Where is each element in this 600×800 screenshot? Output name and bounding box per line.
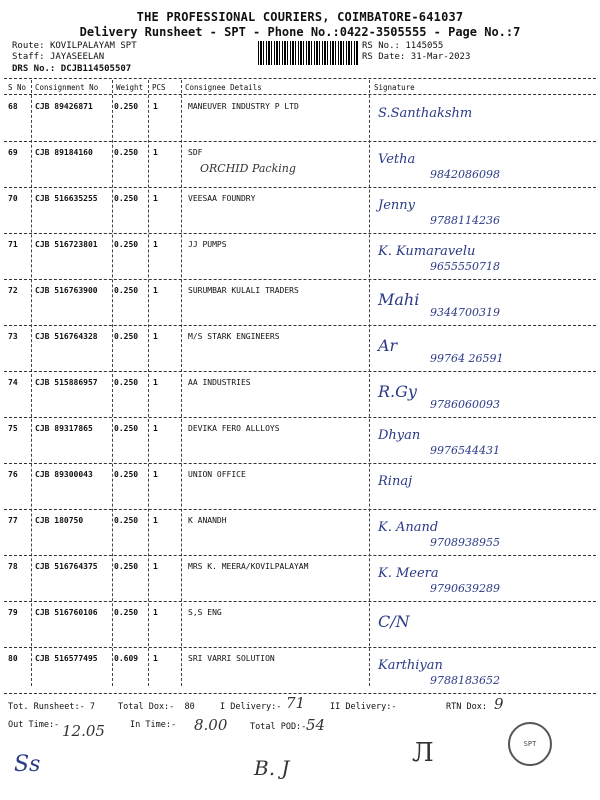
row-sno: 79: [8, 608, 18, 617]
row-pcs: 1: [153, 102, 158, 111]
row-consignee: S,S ENG: [188, 608, 222, 617]
row-consignee-note: ORCHID Packing: [200, 162, 296, 175]
signature-right: Л: [412, 738, 434, 768]
row-signature: S.Santhakshm: [378, 106, 473, 121]
row-consignment-no: CJB 516763900: [35, 286, 98, 295]
col-signature: Signature: [374, 83, 415, 92]
signature-left: Ss: [14, 752, 41, 777]
table-row: [0, 556, 600, 602]
rs-no-value: 1145055: [405, 41, 444, 51]
row-pcs: 1: [153, 424, 158, 433]
row-weight: 0.250: [114, 608, 139, 617]
row-sno: 70: [8, 194, 18, 203]
row-weight: 0.250: [114, 332, 139, 341]
row-consignment-no: CJB 516764375: [35, 562, 98, 571]
out-time: Out Time:-: [8, 720, 60, 730]
row-sno: 76: [8, 470, 18, 479]
office-stamp: SPT: [508, 722, 552, 766]
row-signature: Karthiyan: [378, 658, 443, 673]
row-phone: 9976544431: [430, 444, 500, 457]
row-pcs: 1: [153, 608, 158, 617]
row-weight: 0.250: [114, 378, 139, 387]
row-weight: 0.250: [114, 240, 139, 249]
in-time-value: 8.00: [194, 716, 228, 734]
drs-line: DRS No.: DCJB114505507: [12, 64, 132, 74]
row-sno: 75: [8, 424, 18, 433]
company-title: THE PROFESSIONAL COURIERS, COIMBATORE-641037: [136, 10, 464, 24]
row-sno: 69: [8, 148, 18, 157]
table-row: [0, 418, 600, 464]
staff-line: Staff: JAYASEELAN: [12, 52, 105, 62]
row-pcs: 1: [153, 332, 158, 341]
row-sno: 73: [8, 332, 18, 341]
row-weight: 0.250: [114, 470, 139, 479]
row-consignment-no: CJB 89426871: [35, 102, 93, 111]
tot-runsheet: Tot. Runsheet:- 7: [8, 702, 96, 712]
row-weight: 0.250: [114, 424, 139, 433]
table-row: [0, 234, 600, 280]
col-consignment: Consignment No: [35, 83, 99, 92]
runsheet-subtitle: Delivery Runsheet - SPT - Phone No.:0422-3505555 - Page No.:7: [79, 25, 521, 39]
col-sno: S No: [8, 83, 27, 92]
row-sno: 68: [8, 102, 18, 111]
table-row: [0, 280, 600, 326]
table-header-rule: [4, 94, 596, 95]
route-line: Route: KOVILPALAYAM SPT: [12, 41, 137, 51]
row-consignment-no: CJB 180750: [35, 516, 84, 525]
row-pcs: 1: [153, 286, 158, 295]
table-row: [0, 602, 600, 648]
table-row: [0, 326, 600, 372]
row-sno: 72: [8, 286, 18, 295]
row-weight: 0.250: [114, 102, 139, 111]
route-value: KOVILPALAYAM SPT: [49, 41, 137, 51]
row-signature: Dhyan: [378, 428, 421, 443]
row-signature: Rinaj: [378, 474, 413, 489]
row-signature: C/N: [378, 612, 410, 631]
row-phone: 9708938955: [430, 536, 500, 549]
row-phone: 99764 26591: [430, 352, 504, 365]
row-consignee: VEESAA FOUNDRY: [188, 194, 256, 203]
rs-date-value: 31-Mar-2023: [410, 52, 471, 62]
row-phone: 9786060093: [430, 398, 500, 411]
out-time-value: 12.05: [62, 722, 105, 740]
rtn-dox-value: 9: [494, 695, 504, 713]
row-consignee: MANEUVER INDUSTRY P LTD: [188, 102, 299, 111]
rs-date-line: RS Date: 31-Mar-2023: [362, 52, 471, 62]
row-consignee: SDF: [188, 148, 203, 157]
row-phone: 9655550718: [430, 260, 500, 273]
table-top-rule: [4, 78, 596, 79]
table-row: [0, 510, 600, 556]
row-consignment-no: CJB 89317865: [35, 424, 93, 433]
col-weight: Weight: [116, 83, 144, 92]
row-pcs: 1: [153, 654, 158, 663]
row-phone: 9344700319: [430, 306, 500, 319]
row-signature: Mahi: [378, 290, 420, 309]
table-row: [0, 464, 600, 510]
row-pcs: 1: [153, 470, 158, 479]
table-row: [0, 648, 600, 694]
row-signature: R.Gy: [378, 382, 417, 401]
row-consignment-no: CJB 516760106: [35, 608, 98, 617]
table-row: [0, 188, 600, 234]
row-weight: 0.250: [114, 148, 139, 157]
row-signature: Ar: [378, 336, 398, 355]
row-weight: 0.609: [114, 654, 139, 663]
row-consignment-no: CJB 89300043: [35, 470, 93, 479]
row-pcs: 1: [153, 378, 158, 387]
row-signature: K. Meera: [378, 566, 439, 581]
row-phone: 9788183652: [430, 674, 500, 687]
row-consignee: M/S STARK ENGINEERS: [188, 332, 280, 341]
total-dox: Total Dox:- 80: [118, 702, 195, 712]
row-consignee: JJ PUMPS: [188, 240, 227, 249]
rtn-dox: RTN Dox:: [446, 702, 487, 712]
col-consignee: Consignee Details: [185, 83, 262, 92]
row-consignee: SURUMBAR KULALI TRADERS: [188, 286, 299, 295]
barcode: [258, 41, 358, 65]
i-delivery-value: 71: [286, 694, 306, 712]
table-row: [0, 96, 600, 142]
total-pod-value: 54: [306, 716, 326, 734]
row-signature: K. Anand: [378, 520, 439, 535]
row-sno: 71: [8, 240, 18, 249]
row-consignee: DEVIKA FERO ALLLOYS: [188, 424, 280, 433]
ii-delivery: II Delivery:-: [330, 702, 397, 712]
row-pcs: 1: [153, 516, 158, 525]
signature-mid: B. J: [254, 756, 290, 780]
row-pcs: 1: [153, 562, 158, 571]
row-consignee: SRI VARRI SOLUTION: [188, 654, 275, 663]
row-consignee: K ANANDH: [188, 516, 227, 525]
row-sno: 80: [8, 654, 18, 663]
rs-no-line: RS No.: 1145055: [362, 41, 444, 51]
row-consignment-no: CJB 515886957: [35, 378, 98, 387]
row-sno: 74: [8, 378, 18, 387]
row-consignee: AA INDUSTRIES: [188, 378, 251, 387]
drs-value: DCJB114505507: [60, 64, 132, 74]
row-phone: 9790639289: [430, 582, 500, 595]
row-weight: 0.250: [114, 194, 139, 203]
row-phone: 9842086098: [430, 168, 500, 181]
row-consignment-no: CJB 516577495: [35, 654, 98, 663]
row-signature: Vetha: [378, 152, 416, 167]
row-consignment-no: CJB 89184160: [35, 148, 93, 157]
row-consignment-no: CJB 516635255: [35, 194, 98, 203]
row-signature: Jenny: [378, 198, 415, 213]
staff-value: JAYASEELAN: [49, 52, 105, 62]
row-consignee: UNION OFFICE: [188, 470, 246, 479]
row-signature: K. Kumaravelu: [378, 244, 476, 259]
row-pcs: 1: [153, 194, 158, 203]
row-sno: 78: [8, 562, 18, 571]
row-consignee: MRS K. MEERA/KOVILPALAYAM: [188, 562, 309, 571]
table-row: [0, 142, 600, 188]
row-consignment-no: CJB 516723801: [35, 240, 98, 249]
row-weight: 0.250: [114, 516, 139, 525]
row-weight: 0.250: [114, 286, 139, 295]
row-consignment-no: CJB 516764328: [35, 332, 98, 341]
table-row: [0, 372, 600, 418]
col-pcs: PCS: [152, 83, 166, 92]
in-time: In Time:-: [130, 720, 177, 730]
row-sno: 77: [8, 516, 18, 525]
total-pod: Total POD:-: [250, 722, 307, 732]
row-phone: 9788114236: [430, 214, 500, 227]
i-delivery: I Delivery:-: [220, 702, 282, 712]
row-pcs: 1: [153, 148, 158, 157]
row-weight: 0.250: [114, 562, 139, 571]
row-pcs: 1: [153, 240, 158, 249]
